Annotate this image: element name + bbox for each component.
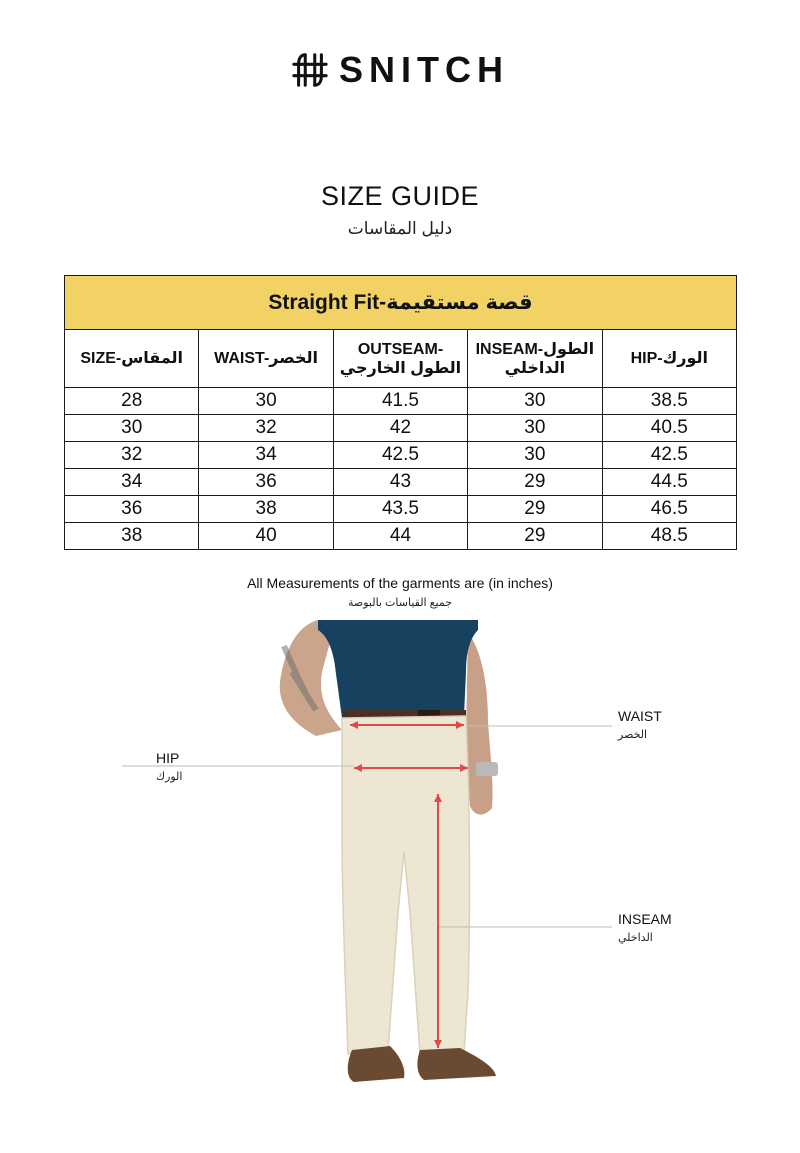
table-cell: 40 bbox=[199, 523, 333, 550]
fit-title-row bbox=[65, 276, 737, 330]
inseam-label-arabic: الداخلي bbox=[618, 932, 653, 944]
inseam-label: INSEAM bbox=[618, 911, 672, 927]
table-header-row bbox=[65, 330, 737, 388]
column-header-hip: HIP-الورك bbox=[602, 330, 736, 388]
right-shoe bbox=[417, 1048, 496, 1080]
table-cell: 30 bbox=[65, 415, 199, 442]
table-cell: 28 bbox=[65, 388, 199, 415]
table-cell: 32 bbox=[65, 442, 199, 469]
brand-header bbox=[0, 50, 800, 90]
table-cell: 44.5 bbox=[602, 469, 736, 496]
table-cell: 41.5 bbox=[333, 388, 467, 415]
left-shoe bbox=[348, 1046, 405, 1082]
table-cell: 38 bbox=[199, 496, 333, 523]
table-cell: 42 bbox=[333, 415, 467, 442]
hip-label: HIP bbox=[156, 750, 180, 766]
table-cell: 38.5 bbox=[602, 388, 736, 415]
table-cell: 29 bbox=[468, 496, 602, 523]
size-table bbox=[64, 275, 737, 550]
table-cell: 48.5 bbox=[602, 523, 736, 550]
table-row bbox=[65, 496, 737, 523]
table-cell: 30 bbox=[468, 388, 602, 415]
table-cell: 36 bbox=[65, 496, 199, 523]
table-cell: 43 bbox=[333, 469, 467, 496]
table-cell: 40.5 bbox=[602, 415, 736, 442]
table-cell: 30 bbox=[199, 388, 333, 415]
column-header-inseam: INSEAM-الطول الداخلي bbox=[468, 330, 602, 388]
table-cell: 44 bbox=[333, 523, 467, 550]
waist-label: WAIST bbox=[618, 708, 662, 724]
page-title: SIZE GUIDE bbox=[320, 181, 480, 211]
watch bbox=[476, 762, 498, 776]
hip-label-arabic: الورك bbox=[156, 771, 183, 783]
right-arm bbox=[466, 632, 493, 815]
table-cell: 34 bbox=[65, 469, 199, 496]
shirt bbox=[318, 620, 478, 718]
table-cell: 42.5 bbox=[333, 442, 467, 469]
table-cell: 30 bbox=[468, 442, 602, 469]
table-row bbox=[65, 469, 737, 496]
table-cell: 30 bbox=[468, 415, 602, 442]
measurement-figure bbox=[0, 612, 800, 1148]
table-cell: 29 bbox=[468, 523, 602, 550]
table-row bbox=[65, 415, 737, 442]
table-cell: 38 bbox=[65, 523, 199, 550]
page-title-arabic: دليل المقاسات bbox=[347, 219, 453, 238]
table-cell: 36 bbox=[199, 469, 333, 496]
table-row bbox=[65, 442, 737, 469]
column-header-size: SIZE-المقاس bbox=[65, 330, 199, 388]
measurement-note: All Measurements of the garments are (in inches) bbox=[247, 575, 553, 591]
column-header-waist: WAIST-الخصر bbox=[199, 330, 333, 388]
measurement-note-arabic: جميع القياسات بالبوصة bbox=[347, 597, 453, 609]
waist-label-arabic: الخصر bbox=[618, 729, 648, 741]
table-cell: 42.5 bbox=[602, 442, 736, 469]
table-cell: 29 bbox=[468, 469, 602, 496]
brand-name: SNITCH bbox=[339, 49, 509, 90]
model-illustration bbox=[0, 612, 800, 1148]
table-row bbox=[65, 523, 737, 550]
fit-title: Straight Fit-قصة مستقيمة bbox=[65, 276, 737, 330]
column-header-outseam: OUTSEAM- الطول الخارجي bbox=[333, 330, 467, 388]
table-cell: 32 bbox=[199, 415, 333, 442]
table-row bbox=[65, 388, 737, 415]
snitch-hash-logo-icon bbox=[291, 51, 329, 89]
table-cell: 34 bbox=[199, 442, 333, 469]
table-cell: 43.5 bbox=[333, 496, 467, 523]
table-cell: 46.5 bbox=[602, 496, 736, 523]
